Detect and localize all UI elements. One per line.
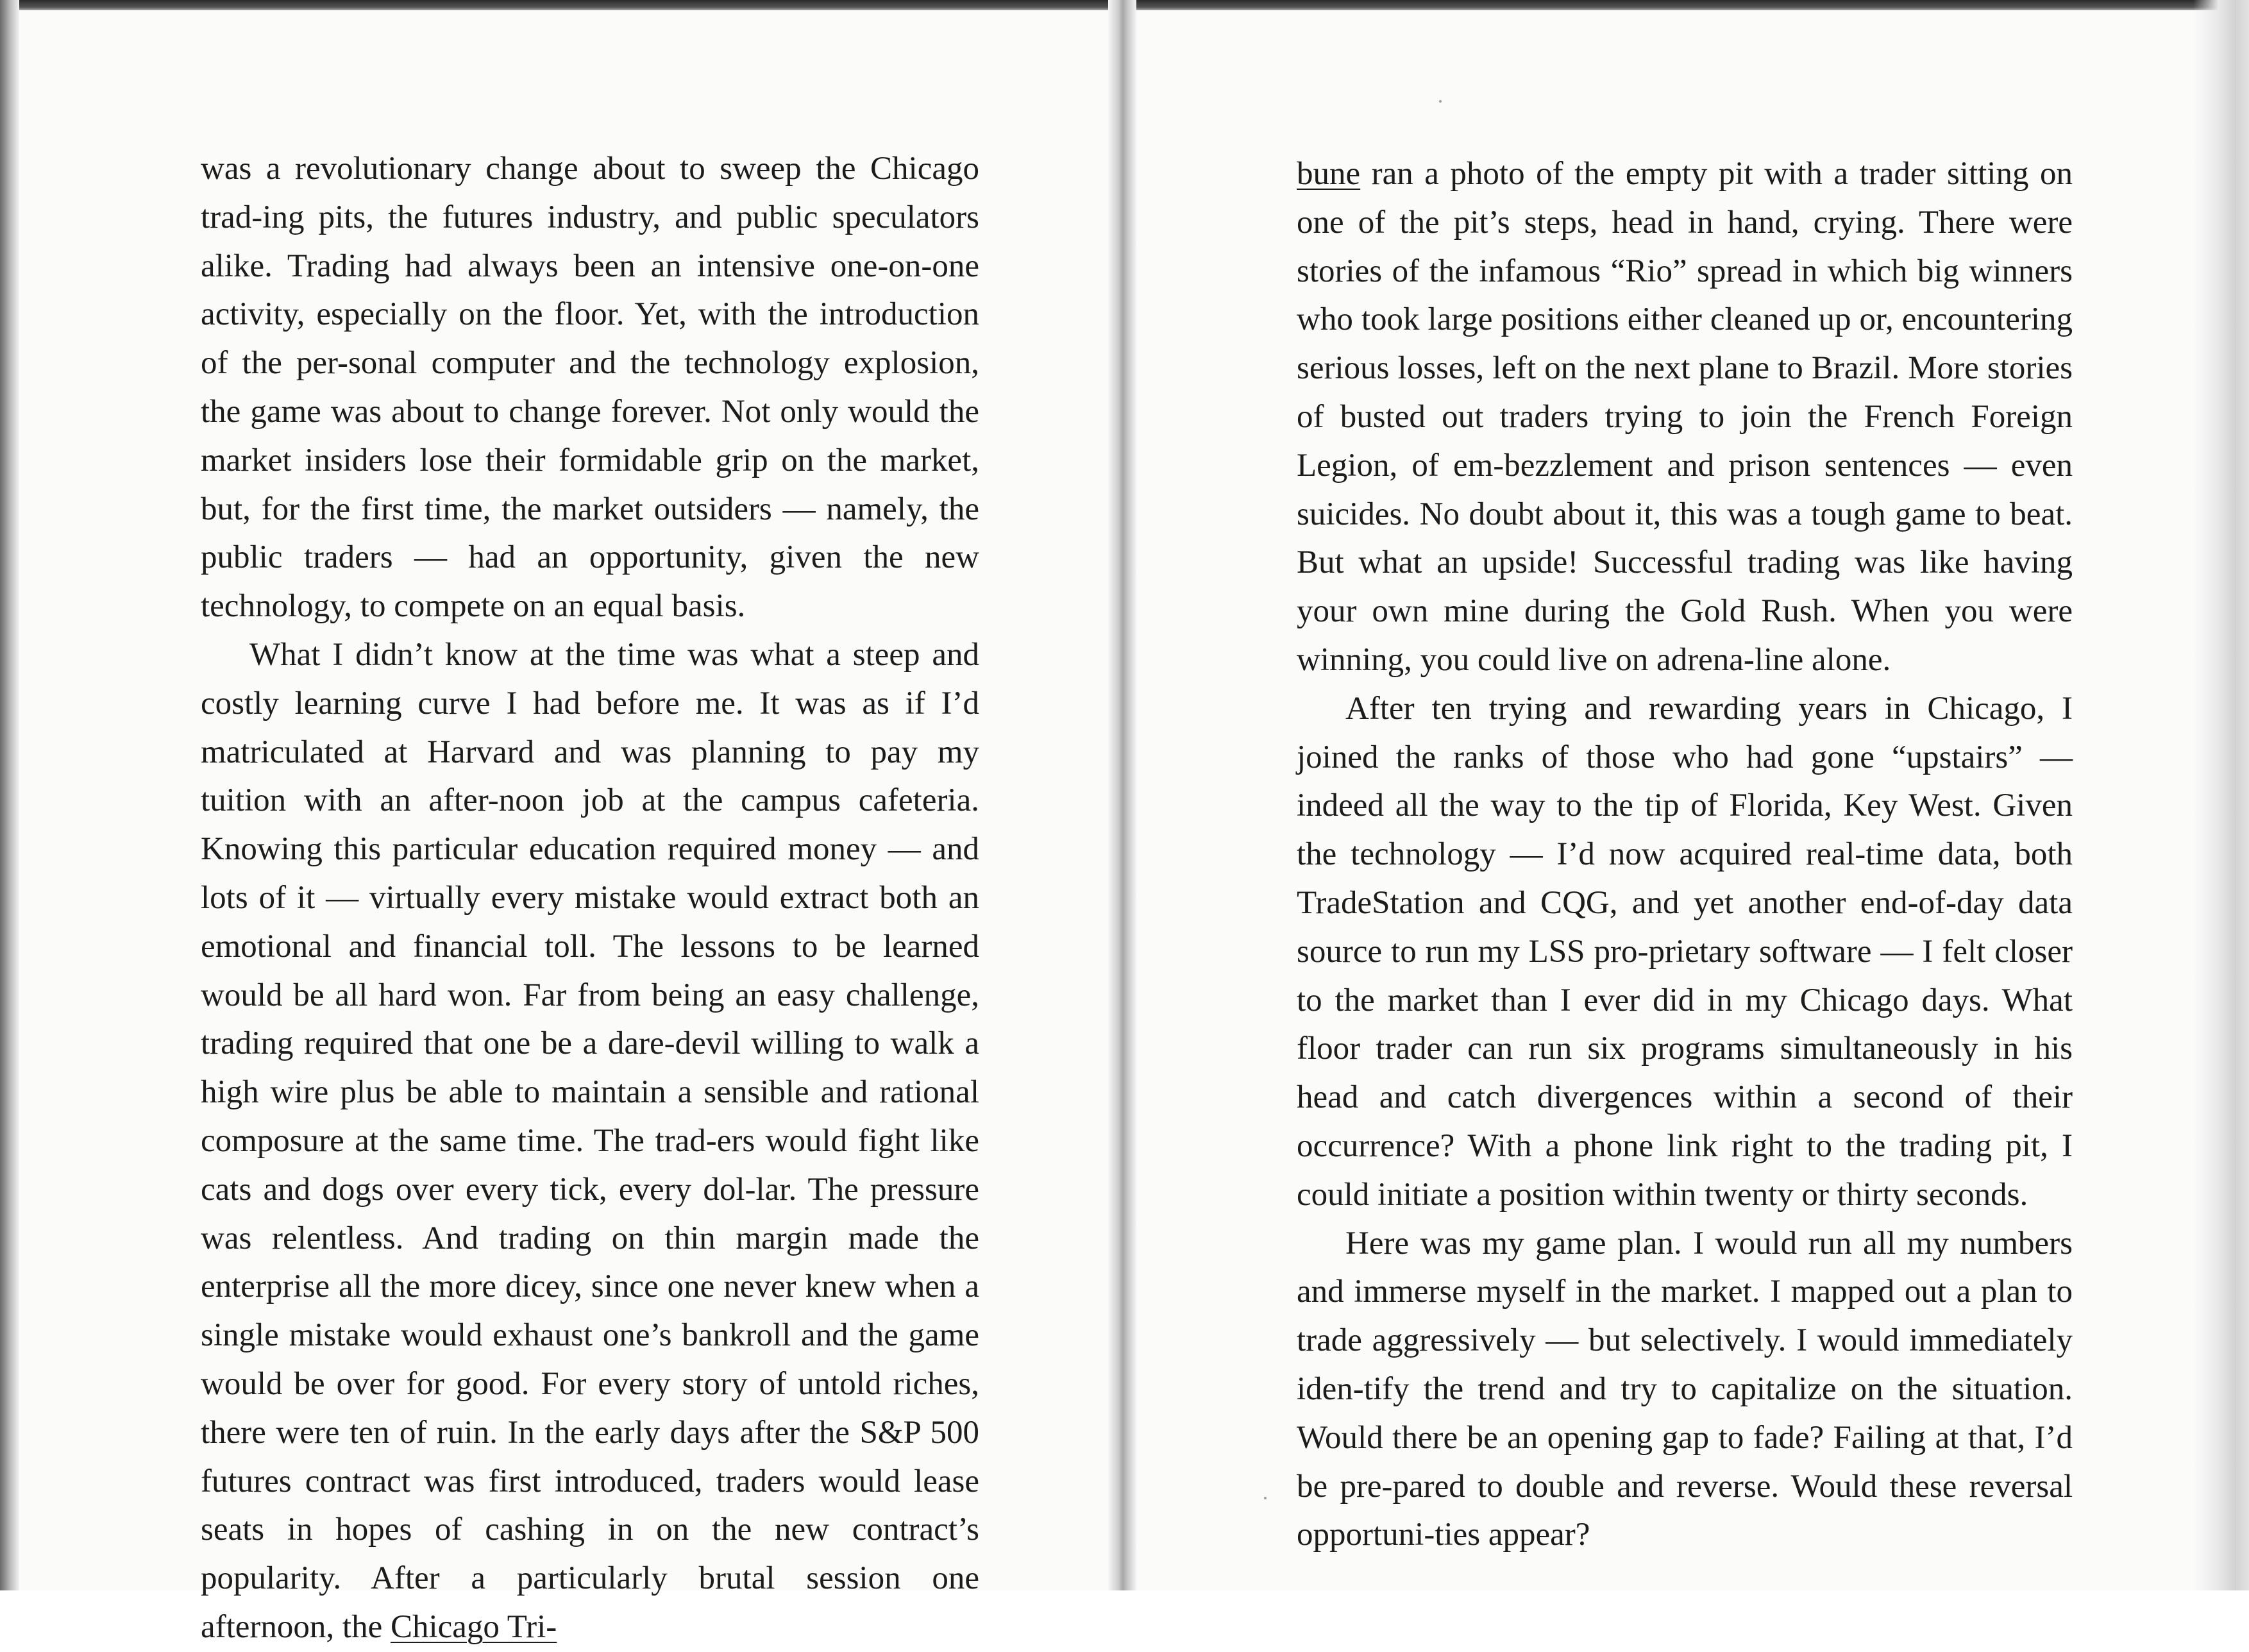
paragraph (1297, 1220, 2073, 1560)
paragraph-text: ran a photo of the empty pit with a trader sitting on one of the pit’s steps, head in hand, crying. There were stories of the infamous “Rio” spread in which big winners who took large positions either cleaned up or, encountering serious losses, left on the next plane to Brazil. More stories of busted out traders trying to join the French Foreign Legion, of em-bezzlement and prison sentences — even suicides. No doubt about it, this was a tough game to beat. But what an upside! Successful trading was like having your own mine during the Gold Rush. When you were winning, you could live on adrena-line alone. (1297, 156, 2073, 678)
paragraph-text: Here was my game plan. I would run all my numbers and immerse myself in the market. I mapped out a plan to trade aggressively — but selectively. I would immediately iden-tify the trend and try to capitalize on the situation. Would there be an opening gap to fade? Failing at that, I’d be pre-pared to double and reverse. Would these reversal opportuni-ties appear? (1297, 1225, 2073, 1553)
paragraph-text: After ten trying and rewarding years in Chicago, I joined the ranks of those who had gone “upstairs” — indeed all the way to the tip of Florida, Key West. Given the technology — I’d now acquired real-time data, both TradeStation and CQG, and yet another end-of-day data source to run my LSS pro-prietary software — I felt closer to the market than I ever did in my Chicago days. What floor trader can run six programs simultaneously in his head and catch divergences within a second of their occurrence? With a phone link right to the trading pit, I could initiate a position within twenty or thirty seconds. (1297, 690, 2073, 1213)
newspaper-title-underlined: bune (1297, 156, 1361, 192)
left-page (0, 0, 1108, 1645)
newspaper-title-underlined: Chicago Tri- (390, 1608, 557, 1645)
page-gutter (1108, 0, 1136, 1590)
paragraph-text: was a revolutionary change about to sweep the Chicago trad-ing pits, the futures industry, and public speculators alike. Trading had always been an intensive one-on-one activity, especially on the floor. Yet, with the introduction of the per-sonal computer and the technology explosion, the game was about to change forever. Not only would the market insiders lose their formidable grip on the market, but, for the first time, the market outsiders — namely, the public traders — had an opportunity, given the new technology, to compete on an equal basis. (201, 151, 979, 625)
left-page-text (201, 145, 979, 1652)
paragraph (201, 631, 979, 1652)
right-page (1136, 0, 2249, 1590)
paragraph (1297, 150, 2073, 685)
right-page-text (1297, 150, 2073, 1560)
paragraph (1297, 685, 2073, 1220)
paragraph (201, 145, 979, 631)
paragraph-text: What I didn’t know at the time was what a steep and costly learning curve I had before me. It was as if I’d matriculated at Harvard and was planning to pay my tuition with an after-noon job at the campus cafeteria. Knowing this particular education required money — and lots of it — virtually every mistake would extract both an emotional and financial toll. The lessons to be learned would be all hard won. Far from being an easy challenge, trading required that one be a dare-devil willing to walk a high wire plus be able to maintain a sensible and rational composure at the same time. The trad-ers would fight like cats and dogs over every tick, every dol-lar. The pressure was relentless. And trading on thin margin made the enterprise all the more dicey, since one never knew when a single mistake would exhaust one’s bankroll and the game would be over for good. For every story of untold riches, there were ten of ruin. In the early days after the S&P 500 futures contract was first introduced, traders would lease seats in hopes of cashing in on the new contract’s popularity. After a particularly brutal session one afternoon, the (201, 636, 979, 1645)
